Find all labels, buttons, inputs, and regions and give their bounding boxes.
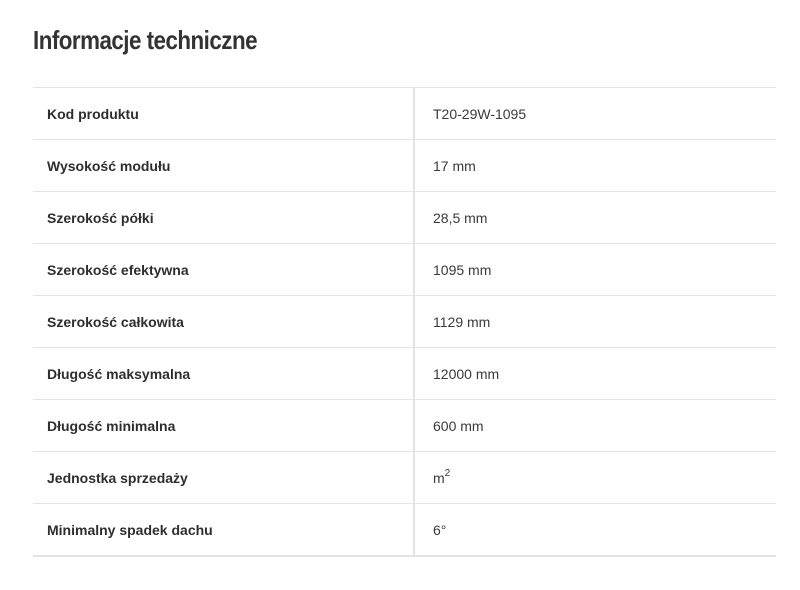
spec-label: Szerokość całkowita (33, 296, 414, 348)
spec-label: Wysokość modułu (33, 140, 414, 192)
spec-value: 17 mm (414, 140, 776, 192)
table-row (33, 244, 776, 296)
spec-label: Szerokość efektywna (33, 244, 414, 296)
spec-value: 1095 mm (414, 244, 776, 296)
spec-value: 12000 mm (414, 348, 776, 400)
spec-value (414, 452, 776, 504)
spec-label: Kod produktu (33, 88, 414, 140)
table-row (33, 504, 776, 557)
spec-label: Długość maksymalna (33, 348, 414, 400)
table-row (33, 296, 776, 348)
table-row (33, 192, 776, 244)
spec-value: 28,5 mm (414, 192, 776, 244)
table-row (33, 140, 776, 192)
spec-label: Długość minimalna (33, 400, 414, 452)
spec-label: Jednostka sprzedaży (33, 452, 414, 504)
unit-exponent: 2 (444, 467, 451, 479)
section-title: Informacje techniczne (33, 25, 258, 55)
table-row (33, 88, 776, 140)
spec-value: 1129 mm (414, 296, 776, 348)
spec-value: 6° (414, 504, 776, 557)
spec-label: Minimalny spadek dachu (33, 504, 414, 557)
table-row (33, 452, 776, 504)
spec-value: T20-29W-1095 (414, 88, 776, 140)
spec-label: Szerokość półki (33, 192, 414, 244)
table-row (33, 348, 776, 400)
technical-info-table (33, 87, 776, 557)
spec-value: 600 mm (414, 400, 776, 452)
table-row (33, 400, 776, 452)
unit-base: m (433, 469, 445, 486)
